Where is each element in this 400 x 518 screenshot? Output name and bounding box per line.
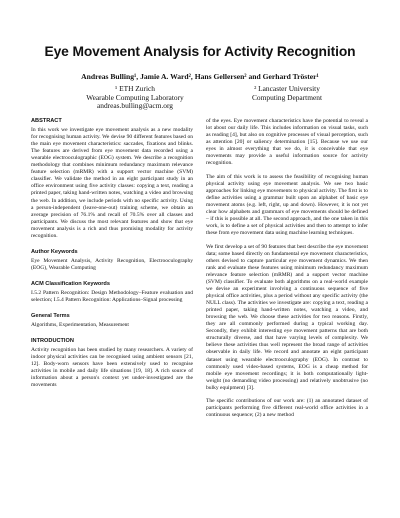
affiliation-name: ¹ ETH Zurich	[115, 84, 155, 93]
paper-title: Eye Movement Analysis for Activity Recognition	[44, 44, 356, 59]
affiliation-eth	[60, 85, 210, 111]
abstract-text: In this work we investigate eye movement analysis as a new modality for recognising human activity. We devise 90 different features based on the main eye movement characteristics: saccades, fixations and blinks. The features are derived from eye movement data recorded using a wearable electrooculographic (EOG) system. We describe a recognition methodology that combines minimum redundancy maximum relevance feature selection (mRMR) with a support vector machine (SVM) classifier. We validate the method in an eight participant study in an office environment using five activity classes: copying a text, reading a printed paper, taking hand-written notes, watching a video and browsing the web. In addition, we include periods with no specific activity. Using a person-independent (leave-one-out) training scheme, we obtain an average precision of 76.1% and recall of 70.5% over all classes and participants. We discuss the most relevant features and show that eye movement analysis is a rich and thus promising modality for activity recognition.	[31, 127, 193, 239]
affiliation-name: ² Lancaster University	[254, 84, 320, 93]
body-paragraph: The aim of this work is to assess the feasibility of recognising human physical activity using eye movement analysis. We see two basic approaches for linking eye movements to physical activity. The first is to define activities using a grammar built upon an alphabet of basic eye movement atoms (e.g. left, right, up and down). However, it is not yet clear how alphabets and grammars of eye movements should be defined – if this is possible at all. The second approach, and the one taken in this work, is to define a set of physical activities and then to attempt to infer these from eye movement data using machine learning techniques.	[206, 173, 368, 237]
acm-heading: ACM Classification Keywords	[31, 280, 110, 287]
keywords-heading: Author Keywords	[31, 248, 78, 255]
right-column	[206, 118, 368, 426]
introduction-heading: INTRODUCTION	[31, 338, 74, 345]
author-list: Andreas Bulling¹, Jamie A. Ward², Hans Gellersen² and Gerhard Tröster¹	[81, 72, 319, 81]
body-paragraph: of the eyes. Eye movement characteristics have the potential to reveal a lot about our daily life. This includes information on visual tasks, such as reading [4], but also on cognitive processes of visual perception, such as attention [20] or saliency determination [15]. Because we use our eyes in almost everything that we do, it is conceivable that eye movements may provide a useful information source for activity recognition.	[206, 118, 368, 167]
author-email: andreas.bulling@acm.org	[96, 101, 174, 111]
left-column	[31, 118, 193, 396]
abstract-heading: ABSTRACT	[31, 118, 62, 124]
keywords-text: Eye Movement Analysis, Activity Recognition, Electrooculography (EOG), Wearable Computing	[31, 257, 193, 271]
general-terms-text: Algorithms, Experimentation, Measurement	[31, 322, 129, 329]
body-paragraph: The specific contributions of our work are: (1) an annotated dataset of participants performing five different real-world office activities in a continuous sequence; (2) a new method	[206, 398, 368, 419]
acm-text: I.5.2 Pattern Recognition: Design Methodology–Feature evaluation and selection; I.5.4 Pattern Recognition: Applications–Signal processing	[31, 289, 193, 304]
affiliation-lancaster	[212, 85, 362, 102]
body-paragraph: We first develop a set of 90 features that best describe the eye movement data; some based directly on fundamental eye movement characteristics, others devised to capture particular eye movement dynamics. We then rank and evaluate these features using minimum redundancy maximum relevance feature selection (mRMR) and a support vector machine (SVM) classifier. To evaluate both algorithms on a real-world example we devise an experiment involving a continuous sequence of five physical office activities, plus a period without any specific activity (the NULL class). The activities we investigate are: copying a text, reading a printed paper, taking hand-written notes, watching a video, and browsing the web. We choose these activities for two reasons. Firstly, they are all commonly performed during a typical working day. Secondly, they exhibit interesting eye movement patterns that are both structurally diverse, and that have varying levels of complexity. We believe these activities thus well represent the broad range of activities observable in daily life. We record and annotate an eight participant dataset using wearable electrooculography (EOG). In contrast to commonly used video-based systems, EOG is a cheap method for mobile eye movement recordings; it is both computationally light-weight (no demanding video processing) and relatively unobtrusive (no bulky equipment) [3].	[206, 243, 368, 391]
affiliation-department: Computing Department	[252, 92, 322, 102]
affiliation-department: Wearable Computing Laboratory	[86, 92, 184, 102]
introduction-text: Activity recognition has been studied by many researchers. A variety of indoor physical activities can be recognised using ambient sensors [21, 12]. Body-worn sensors have been extensively used to recognise activities in mobile and daily life situations [19, 18]. A rich source of information about a person's context yet under-investigated are the movements	[31, 347, 193, 389]
general-terms-heading: General Terms	[31, 313, 70, 320]
